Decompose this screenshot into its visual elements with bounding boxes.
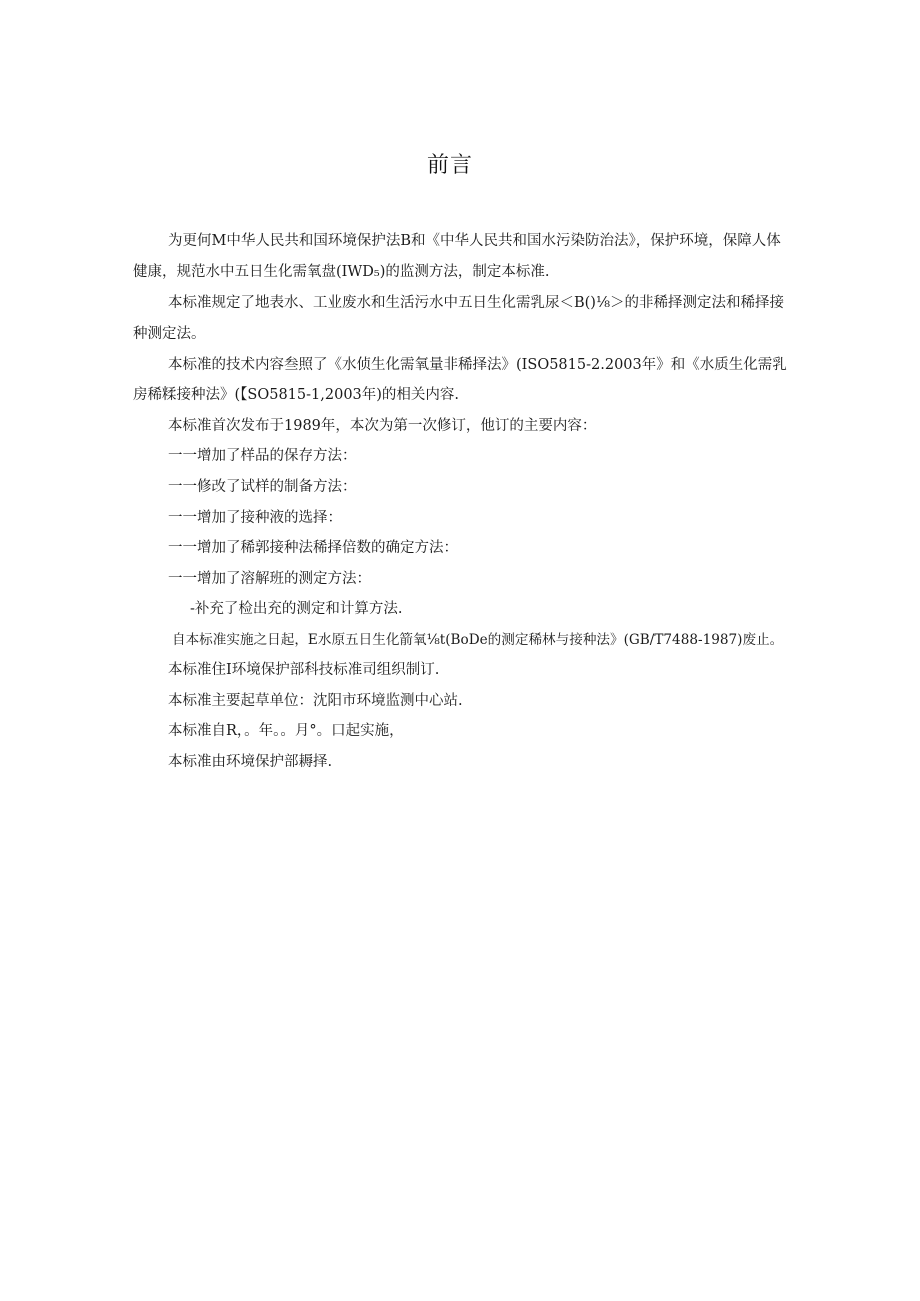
list-item: 一一增加了溶解班的测定方法： bbox=[168, 571, 371, 587]
list-item: -补充了检出充的测定和计算方法. bbox=[190, 601, 403, 617]
paragraph-line: 本标准主要起草单位：沈阳市环境监测中心站. bbox=[168, 693, 463, 709]
paragraph-line: 本标准自R，。年。。月°。口起实施， bbox=[168, 723, 404, 739]
paragraph-line: 本标准住I环境保护部科技标准司组织制订. bbox=[168, 662, 440, 678]
paragraph-line: 健康，规范水中五日生化需氧盘(IWD₅)的监测方法，制定本标准. bbox=[133, 264, 550, 280]
paragraph-line: 本标准的技术内容叁照了《水侦生化需氧量非稀择法》(ISO5815-2.2003年》和《水质生化需乳 bbox=[168, 357, 787, 373]
list-item: 一一增加了样品的保存方法： bbox=[168, 448, 357, 464]
list-item: 一一增加了稀郭接种法稀择倍数的确定方法： bbox=[168, 540, 458, 556]
paragraph-line: 本标准由环境保护部耨择. bbox=[168, 754, 333, 770]
paragraph-line: 为更何M中华人民共和国环境保护法B和《中华人民共和国水污染防治法》，保护环境，保障人体 bbox=[168, 233, 781, 249]
list-item: 一一修改了试样的制备方法： bbox=[168, 479, 357, 495]
page-title: 前言 bbox=[426, 153, 473, 178]
paragraph-line: 本标准首次发布于1989年，本次为第一次修订，他订的主要内容： bbox=[168, 418, 597, 434]
paragraph-line: 房稀糅接种法》(【SO5815-1,2003年)的相关内容. bbox=[133, 387, 460, 403]
paragraph-line: 本标准规定了地表水、工业废水和生活污水中五日生化需乳尿＜B()⅛＞的非稀择测定法和稀择接 bbox=[168, 295, 785, 311]
list-item: 一一增加了接种液的选择： bbox=[168, 510, 342, 526]
paragraph-line: 种测定法。 bbox=[133, 326, 206, 342]
paragraph-line: 自本标准实施之日起，E水原五日生化箭氧⅛t(BoDe的测定稀林与接种法》(GB/T7488-1987)废止。 bbox=[172, 632, 784, 648]
